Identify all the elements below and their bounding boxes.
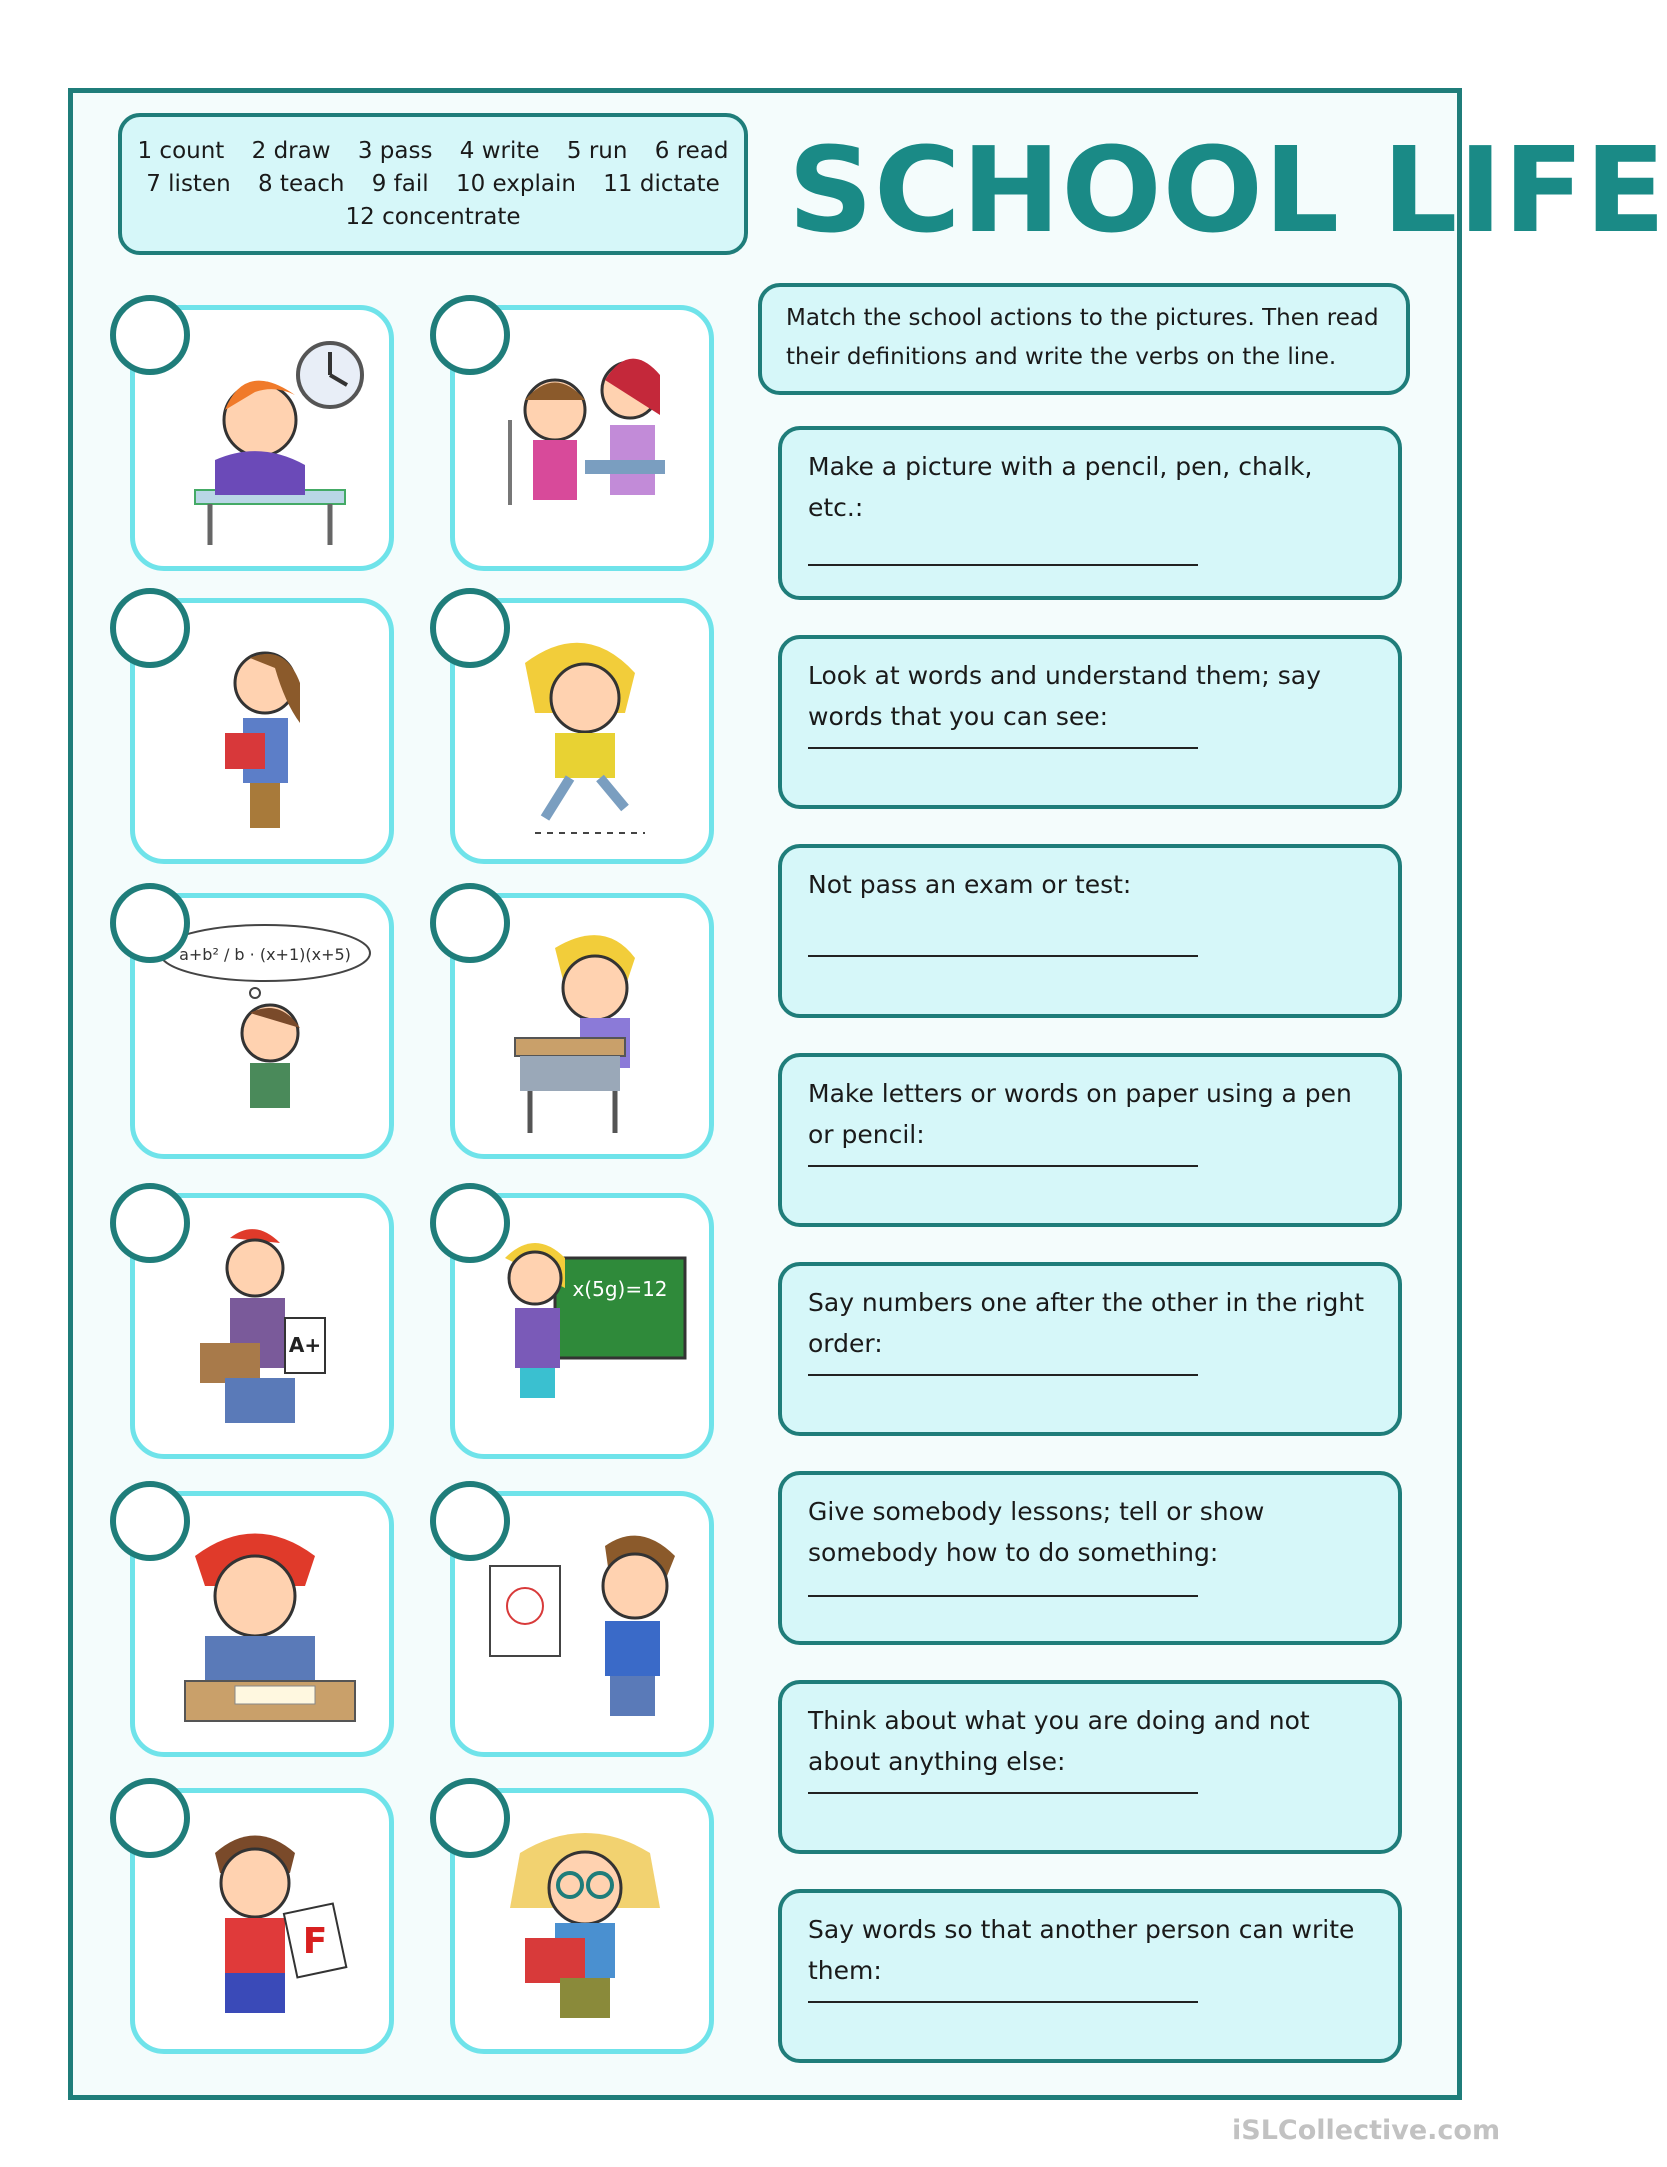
picture-card-listening — [450, 893, 714, 1159]
word-concentrate: 12 concentrate — [345, 204, 521, 230]
picture-card-drawing — [450, 1491, 714, 1757]
answer-line[interactable] — [808, 1374, 1198, 1376]
answer-circle[interactable] — [430, 588, 510, 668]
word-read: 6 read — [654, 138, 729, 164]
answer-line[interactable] — [808, 1792, 1198, 1794]
word-write: 4 write — [459, 138, 540, 164]
teacher-at-board-illustration — [475, 1218, 695, 1438]
answer-circle[interactable] — [110, 1778, 190, 1858]
instructions-text: Match the school actions to the pictures. Then read their definitions and write the verbs on the line. — [786, 305, 1379, 370]
definition-box-3 — [778, 844, 1402, 1018]
word-bank-row-3 — [122, 201, 744, 234]
picture-card-concentrate — [130, 1491, 394, 1757]
answer-circle[interactable] — [430, 1778, 510, 1858]
word-teach: 8 teach — [257, 171, 345, 197]
definition-text: Not pass an exam or test: — [808, 870, 1132, 899]
definition-box-8 — [778, 1889, 1402, 2063]
picture-card-pass — [130, 1193, 394, 1459]
running-kid-illustration — [475, 623, 695, 843]
definition-box-1 — [778, 426, 1402, 600]
answer-line[interactable] — [808, 1165, 1198, 1167]
girl-reading-illustration — [475, 1813, 695, 2033]
word-pass: 3 pass — [357, 138, 433, 164]
picture-card-reading — [130, 598, 394, 864]
definition-text: Say numbers one after the other in the right order: — [808, 1288, 1365, 1358]
definition-text: Look at words and understand them; say words that you can see: — [808, 661, 1321, 731]
student-thinking-math-illustration — [155, 918, 375, 1138]
definition-text: Make letters or words on paper using a pen or pencil: — [808, 1079, 1352, 1149]
picture-card-fail — [130, 1788, 394, 2054]
picture-card-girl-reading — [450, 1788, 714, 2054]
word-explain: 10 explain — [455, 171, 576, 197]
student-reading-illustration — [155, 623, 375, 843]
student-counting-clock-illustration — [155, 330, 375, 550]
definition-box-6 — [778, 1471, 1402, 1645]
answer-circle[interactable] — [430, 295, 510, 375]
answer-line[interactable] — [808, 955, 1198, 957]
word-dictate: 11 dictate — [603, 171, 720, 197]
definition-box-7 — [778, 1680, 1402, 1854]
page-title: SCHOOL LIFE — [788, 121, 1667, 259]
word-bank — [118, 113, 748, 255]
math-formula: a+b² / b · (x+1)(x+5) — [179, 945, 351, 964]
answer-circle[interactable] — [430, 1183, 510, 1263]
answer-circle[interactable] — [110, 883, 190, 963]
picture-card-running — [450, 598, 714, 864]
grade-a-plus: A+ — [288, 1333, 322, 1357]
answer-line[interactable] — [808, 564, 1198, 566]
grade-f: F — [302, 1921, 328, 1962]
definition-text: Give somebody lessons; tell or show somebody how to do something: — [808, 1497, 1265, 1567]
answer-circle[interactable] — [110, 588, 190, 668]
answer-circle[interactable] — [110, 295, 190, 375]
picture-card-thinking — [130, 893, 394, 1159]
answer-line[interactable] — [808, 2001, 1198, 2003]
instructions-box — [758, 283, 1410, 395]
answer-line[interactable] — [808, 1595, 1198, 1597]
word-bank-row-1 — [122, 135, 744, 168]
word-bank-row-2 — [122, 168, 744, 201]
student-failing-exam-illustration — [155, 1813, 375, 2033]
kid-drawing-illustration — [475, 1516, 695, 1736]
worksheet — [68, 88, 1667, 2100]
definition-text: Think about what you are doing and not about anything else: — [808, 1706, 1310, 1776]
word-count: 1 count — [137, 138, 225, 164]
answer-circle[interactable] — [110, 1481, 190, 1561]
student-listening-desk-illustration — [475, 918, 695, 1138]
student-passing-exam-illustration — [155, 1218, 375, 1438]
word-listen: 7 listen — [146, 171, 231, 197]
student-concentrating-illustration — [155, 1516, 375, 1736]
word-fail: 9 fail — [371, 171, 429, 197]
word-draw: 2 draw — [251, 138, 331, 164]
definition-text: Make a picture with a pencil, pen, chalk, etc.: — [808, 452, 1313, 522]
answer-circle[interactable] — [430, 1481, 510, 1561]
answer-circle[interactable] — [110, 1183, 190, 1263]
definition-box-2 — [778, 635, 1402, 809]
definition-box-5 — [778, 1262, 1402, 1436]
word-run: 5 run — [566, 138, 628, 164]
picture-card-counting — [130, 305, 394, 571]
answer-line[interactable] — [808, 747, 1198, 749]
picture-card-teaching — [450, 1193, 714, 1459]
picture-card-explaining — [450, 305, 714, 571]
site-watermark: iSLCollective.com — [1232, 2115, 1501, 2146]
board-equation: x(5g)=12 — [572, 1277, 668, 1301]
answer-circle[interactable] — [430, 883, 510, 963]
definition-box-4 — [778, 1053, 1402, 1227]
definition-text: Say words so that another person can write them: — [808, 1915, 1355, 1985]
teacher-and-student-illustration — [475, 330, 695, 550]
